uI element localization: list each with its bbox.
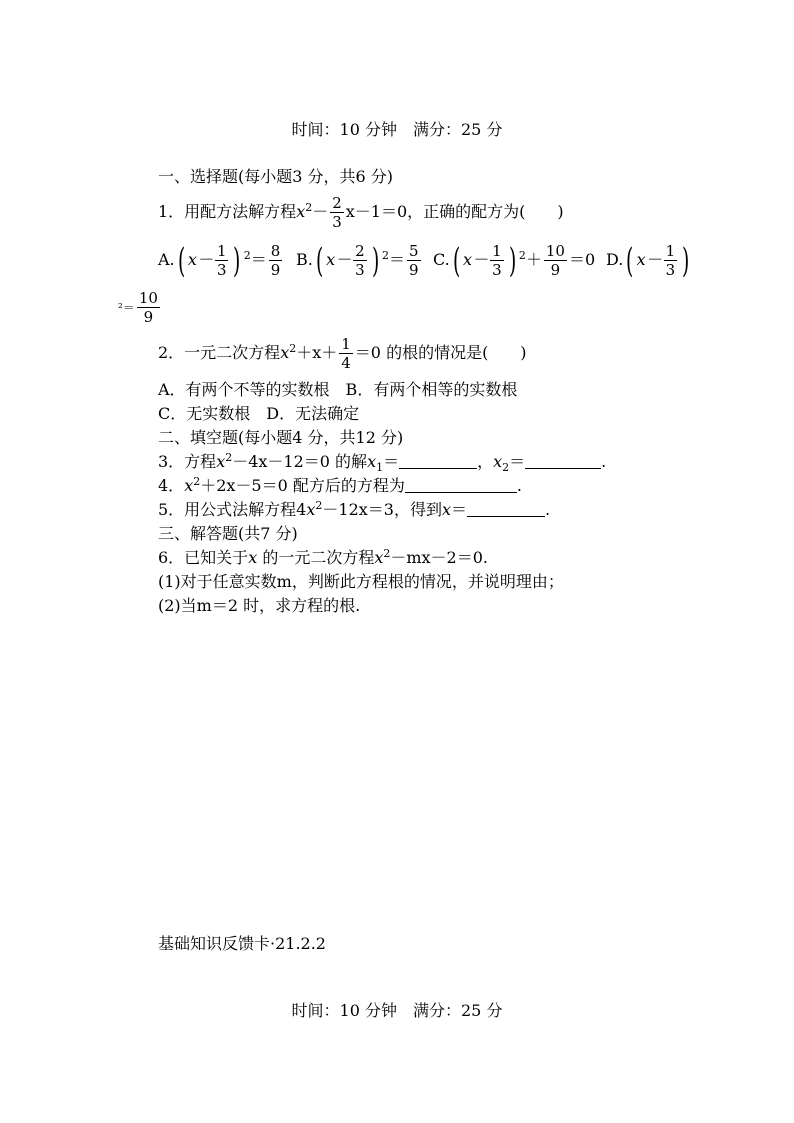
q6-mid: 的一元二次方程 bbox=[262, 548, 375, 567]
opt-d-cont: ²＝ bbox=[118, 301, 135, 315]
opt-d-rden: 9 bbox=[143, 308, 154, 326]
q3-prefix: 3．方程 bbox=[158, 452, 217, 471]
q3-blank-2[interactable] bbox=[525, 454, 601, 469]
opt-c-expr: x－ bbox=[463, 250, 489, 269]
q5-end: . bbox=[545, 500, 551, 519]
q3-sep: ， bbox=[477, 452, 494, 471]
q2-fraction bbox=[339, 335, 353, 372]
opt-b-num: 2 bbox=[355, 242, 365, 260]
feedback-card-title: 基础知识反馈卡·21.2.2 bbox=[158, 934, 326, 953]
opt-b-rnum: 5 bbox=[408, 242, 419, 260]
q1-option-a: A.( x－ $\frac{1}{3}$ ) $^2$＝ $\frac{8}{9}$ bbox=[158, 240, 281, 281]
q6-part-1: (1)对于任意实数m，判断此方程根的情况，并说明理由； bbox=[158, 572, 564, 591]
q1-option-c: C.( x－ $\frac{1}{3}$ ) $^2$＋ $\frac{10}{9}$ ＝0 bbox=[433, 240, 596, 281]
q3-x2: x bbox=[493, 452, 503, 471]
q1-option-d-continued bbox=[118, 287, 162, 328]
question-1 bbox=[158, 192, 564, 232]
q2-frac-den: 4 bbox=[341, 354, 351, 372]
q2-options-cd: C．无实数根 D．无法确定 bbox=[158, 404, 360, 423]
q3-eq2: ＝ bbox=[509, 452, 526, 471]
time-score-footer: 时间：10 分钟 满分：25 分 bbox=[291, 1001, 503, 1020]
question-6: 6．已知关于x 的一元二次方程$x^2-mx-2=0$. bbox=[158, 547, 489, 567]
opt-a-num: 1 bbox=[216, 242, 227, 260]
opt-a-label: A. bbox=[158, 250, 175, 269]
opt-d-rnum: 10 bbox=[138, 289, 158, 307]
opt-c-label: C. bbox=[433, 250, 450, 269]
question-3: 3．方程$x^2-4x-12=0$ 的解$x_1=$ ，$x_2=$ . bbox=[158, 451, 607, 474]
q4-end: . bbox=[516, 476, 522, 495]
q2-var-x: x bbox=[280, 343, 290, 362]
q6-part-2: (2)当m＝2 时，求方程的根. bbox=[158, 596, 361, 615]
opt-b-rden: 9 bbox=[408, 261, 419, 279]
opt-c-num: 1 bbox=[492, 242, 502, 260]
q3-blank-1[interactable] bbox=[399, 454, 477, 469]
q3-end: . bbox=[601, 452, 607, 471]
question-2: 2．一元二次方程$x^2+x+$ $\frac{1}{4}$ ＝0 的根的情况是( ) bbox=[158, 335, 527, 372]
opt-d-num: 1 bbox=[665, 242, 676, 260]
q5-blank[interactable] bbox=[467, 502, 545, 517]
opt-a-rden: 9 bbox=[270, 261, 281, 279]
opt-c-rden: 9 bbox=[550, 261, 561, 279]
q1-fraction bbox=[330, 194, 344, 231]
q2-tail: ＝0 的根的情况是( ) bbox=[354, 343, 527, 362]
opt-b-label: B. bbox=[296, 250, 313, 269]
q1-sup: 2 bbox=[305, 201, 313, 214]
opt-c-den: 3 bbox=[492, 261, 502, 279]
q2-prefix: 2．一元二次方程 bbox=[158, 343, 281, 362]
q5-x: x bbox=[441, 500, 452, 519]
q5-eq: －12x＝3，得到 bbox=[322, 500, 442, 519]
q4-blank[interactable] bbox=[405, 478, 517, 493]
opt-a-rnum: 8 bbox=[270, 242, 281, 260]
q3-eq: －4x－12＝0 的解 bbox=[232, 452, 368, 471]
opt-c-rnum: 10 bbox=[545, 242, 565, 260]
q3-eq1: ＝ bbox=[383, 452, 400, 471]
section-solve-title: 三、解答题(共7 分) bbox=[158, 524, 298, 543]
opt-b-expr: x－ bbox=[326, 250, 352, 269]
opt-d-label: D. bbox=[606, 250, 624, 269]
opt-b-eq: ＝ bbox=[388, 250, 405, 269]
question-5: 5．用公式法解方程$4x^2-12x=3$，得到x＝ . bbox=[158, 499, 551, 519]
q2-options-ab: A．有两个不等的实数根 B．有两个相等的实数根 bbox=[158, 380, 518, 399]
section-fill-title: 二、填空题(每小题4 分，共12 分) bbox=[158, 428, 404, 447]
opt-a-den: 3 bbox=[216, 261, 227, 279]
q4-prefix: 4． bbox=[158, 476, 185, 495]
q1-option-d: D.( x－ $\frac{1}{3}$ ) bbox=[606, 240, 690, 281]
q1-tail: x－1＝0，正确的配方为( ) bbox=[345, 202, 564, 221]
q2-frac-num: 1 bbox=[341, 335, 351, 353]
q1-frac-num: 2 bbox=[332, 194, 342, 212]
opt-a-eq: ＝ bbox=[250, 250, 267, 269]
q3-x1: x bbox=[367, 452, 377, 471]
question-4: 4．$x^2+2x-5=0$ 配方后的方程为 . bbox=[158, 475, 522, 495]
q1-prefix: 1．用配方法解方程 bbox=[158, 202, 297, 221]
opt-d-expr: x－ bbox=[636, 250, 662, 269]
q2-mid: ＋x＋ bbox=[296, 343, 338, 362]
q5-eq2: ＝ bbox=[451, 500, 468, 519]
q4-eq: ＋2x－5＝0 配方后的方程为 bbox=[200, 476, 405, 495]
q1-option-b: B.( x－ $\frac{2}{3}$ ) $^2$＝ $\frac{5}{9}$ bbox=[296, 240, 419, 281]
q5-prefix: 5．用公式法解方程4 bbox=[158, 500, 307, 519]
q6-prefix: 6．已知关于 bbox=[158, 548, 249, 567]
q6-eq: －mx－2＝0. bbox=[390, 548, 489, 567]
q1-frac-den: 3 bbox=[332, 213, 342, 231]
opt-a-expr: x－ bbox=[187, 250, 213, 269]
q1-var-x: x bbox=[296, 202, 306, 221]
opt-c-eq: ＝0 bbox=[568, 250, 596, 269]
time-score-header: 时间：10 分钟 满分：25 分 bbox=[291, 120, 503, 139]
opt-b-den: 3 bbox=[355, 261, 365, 279]
section-choice-title: 一、选择题(每小题3 分，共6 分) bbox=[158, 167, 394, 186]
q1-minus: － bbox=[312, 202, 329, 221]
opt-c-plus: ＋ bbox=[525, 250, 542, 269]
opt-d-den: 3 bbox=[665, 261, 676, 279]
